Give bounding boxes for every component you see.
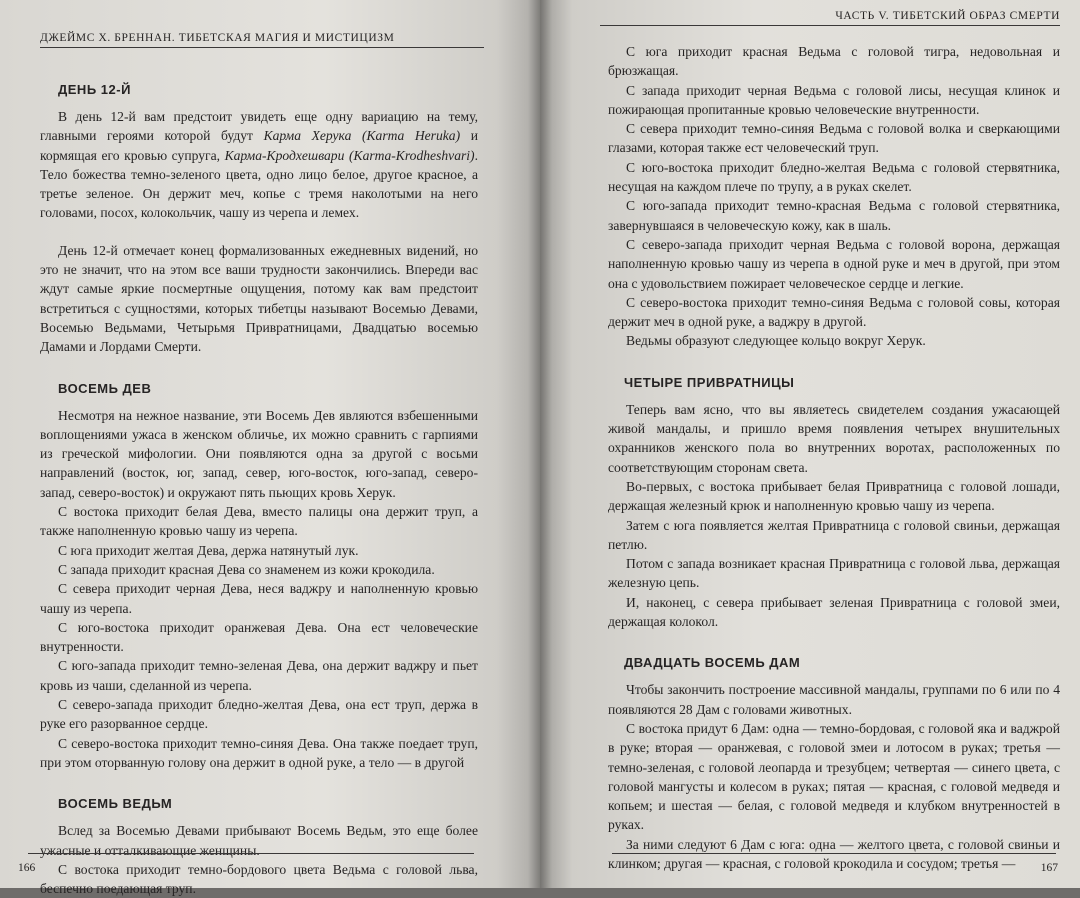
paragraph: С юго-запада приходит темно-красная Ведьма с головой стервятника, завернувшаяся в человеческую кожу, как в шаль. xyxy=(608,198,1060,233)
paragraph: Потом с запада возникает красная Привратница с головой льва, держащая железную цепь. xyxy=(608,556,1060,591)
paragraph: С юго-запада приходит темно-зеленая Дева, она держит ваджру и пьет кровь из чаши, сделанной из черепа. xyxy=(40,658,478,693)
paragraph: В день 12-й вам предстоит увидеть еще одну вариацию на тему, главными героями которой будут Карма Херука (Karma Heruka) и кормящая его кровью супруга, Карма-Кродхешвари (Karma-Krodheshvari). Тело божества темно-зеленого цвета, одно лицо белое, другое красное, а третье зеленое. Он держит меч, копье с тремя наколотыми на него головами, посох, колокольчик, чашу из черепа и лемех. xyxy=(40,109,478,221)
paragraph: С северо-запада приходит черная Ведьма с головой ворона, держащая наполненную кровью чашу из черепа в одной руке и меч в другой, при этом она с удовольствием пожирает человеческое сердце и легкие. xyxy=(608,236,1060,291)
paragraph: С северо-востока приходит темно-синяя Дева. Она также поедает труп, при этом оторванную голову она держит в одной руке, а тело — в другой xyxy=(40,735,478,770)
paragraph: С запада приходит красная Дева со знаменем из кожи крокодила. xyxy=(58,561,435,577)
paragraph: С востока придут 6 Дам: одна — темно-бордовая, с головой яка и ваджрой в руке; вторая — оранжевая, с головой змеи и лотосом в руках; третья — темно-зеленая, с головой леопарда и трезубцем; четвертая — синего цвета, с головой мангусты и колесом в руках; пятая — красная, с головой медведя и копьем; и шестая — белая, с головой медведя и клубком внутренностей в руках. xyxy=(608,720,1060,833)
section-gap xyxy=(40,223,478,241)
section-heading: ДЕНЬ 12-Й xyxy=(58,82,131,97)
left-page-body xyxy=(40,82,478,898)
paragraph: С севера приходит черная Дева, неся ваджру и наполненную кровью чашу из черепа. xyxy=(40,581,478,616)
paragraph: С запада приходит черная Ведьма с головой лисы, несущая клинок и пожирающая пропитанные кровью человеческие внутренности. xyxy=(608,82,1060,117)
section-heading: ДВАДЦАТЬ ВОСЕМЬ ДАМ xyxy=(624,655,801,671)
paragraph: С северо-запада приходит бледно-желтая Дева, она ест труп, держа в руке его разорванное сердце. xyxy=(40,697,478,732)
left-page xyxy=(0,0,540,897)
paragraph: Во-первых, с востока прибывает белая Привратница с головой лошади, держащая железный крюк и наполненную кровью чашу из черепа. xyxy=(608,478,1060,514)
right-page-number: 167 xyxy=(1040,862,1058,874)
paragraph: С востока приходит темно-бордового цвета Ведьма с головой льва, беспечно поедающая труп. xyxy=(40,861,478,897)
section-heading: ВОСЕМЬ ВЕДЬМ xyxy=(58,796,173,812)
paragraph: Затем с юга появляется желтая Привратница с головой свиньи, держащая петлю. xyxy=(608,517,1060,552)
paragraph: За ними следуют 6 Дам с юга: одна — желтого цвета, с головой свиньи и клинком; другая — красная, с головой крокодила и сосудом; третья — xyxy=(608,836,1060,871)
paragraph: День 12-й отмечает конец формализованных ежедневных видений, но это не значит, что на этом все ваши трудности закончились. Впереди вас ждут самые яркие посмертные ощущения, потому как вам предстоит встретиться с сущностями, которых тибетцы называют Восемью Девами, Восемью Ведьмами, Четырьмя Привратницами, Двадцатью восемью Дамами и Лордами Смерти. xyxy=(40,242,478,355)
section-gap xyxy=(40,357,478,381)
paragraph: С северо-востока приходит темно-синяя Ведьма с головой совы, которая держит меч в одной руке, а ваджру в другой. xyxy=(608,294,1060,330)
paragraph: Ведьмы образуют следующее кольцо вокруг Херук. xyxy=(626,333,926,349)
paragraph: С юго-востока приходит бледно-желтая Ведьма с головой стервятника, несущая на каждом плече по трупу, а в руках скелет. xyxy=(608,159,1060,195)
paragraph: С юга приходит желтая Дева, держа натянутый лук. xyxy=(58,542,359,558)
right-page-body xyxy=(608,42,1060,873)
paragraph: С юга приходит красная Ведьма с головой тигра, недовольная и брюзжащая. xyxy=(608,44,1060,79)
section-gap xyxy=(608,351,1060,375)
section-gap xyxy=(608,631,1060,655)
section-heading: ВОСЕМЬ ДЕВ xyxy=(58,380,152,396)
left-page-number: 166 xyxy=(18,862,36,874)
right-page xyxy=(540,0,1080,888)
paragraph: С востока приходит белая Дева, вместо палицы она держит труп, а также наполненную кровью чашу из черепа. xyxy=(40,504,478,539)
paragraph: Несмотря на нежное название, эти Восемь Дев являются взбешенными воплощениями ужаса в женском обличье, их можно сравнить с гарпиями из греческой мифологии. Они появляются одна за другой с восьми направлений (восток, юг, запад, север, юго-восток, юго-запад, северо-запад, северо-восток) и окружают пять пьющих кровь Херук. xyxy=(40,407,478,500)
right-footer-rule xyxy=(612,853,1056,854)
section-gap xyxy=(40,772,478,796)
paragraph: С юго-востока приходит оранжевая Дева. Она ест человеческие внутренности. xyxy=(40,619,478,655)
right-running-head: ЧАСТЬ V. ТИБЕТСКИЙ ОБРАЗ СМЕРТИ xyxy=(600,10,1060,26)
paragraph: С севера приходит темно-синяя Ведьма с головой волка и сверкающими глазами, которая также ест человеческий труп. xyxy=(608,121,1060,156)
section-heading: ЧЕТЫРЕ ПРИВРАТНИЦЫ xyxy=(624,374,795,390)
paragraph: И, наконец, с севера прибывает зеленая Привратница с головой змеи, держащая колокол. xyxy=(608,594,1060,630)
paragraph: Чтобы закончить построение массивной мандалы, группами по 6 или по 4 появляются 28 Дам с головами животных. xyxy=(608,682,1060,717)
left-footer-rule xyxy=(28,853,474,854)
paragraph: Вслед за Восемью Девами прибывают Восемь Ведьм, это еще более ужасные и отталкивающие женщины. xyxy=(40,823,478,858)
left-running-head: ДЖЕЙМС Х. БРЕННАН. ТИБЕТСКАЯ МАГИЯ И МИСТИЦИЗМ xyxy=(40,32,484,48)
paragraph: Теперь вам ясно, что вы являетесь свидетелем создания ужасающей живой мандалы, и пришло время появления четырех внушительных охранников женского пола во внутренних воротах, расположенных по соответствующим сторонам света. xyxy=(608,401,1060,475)
